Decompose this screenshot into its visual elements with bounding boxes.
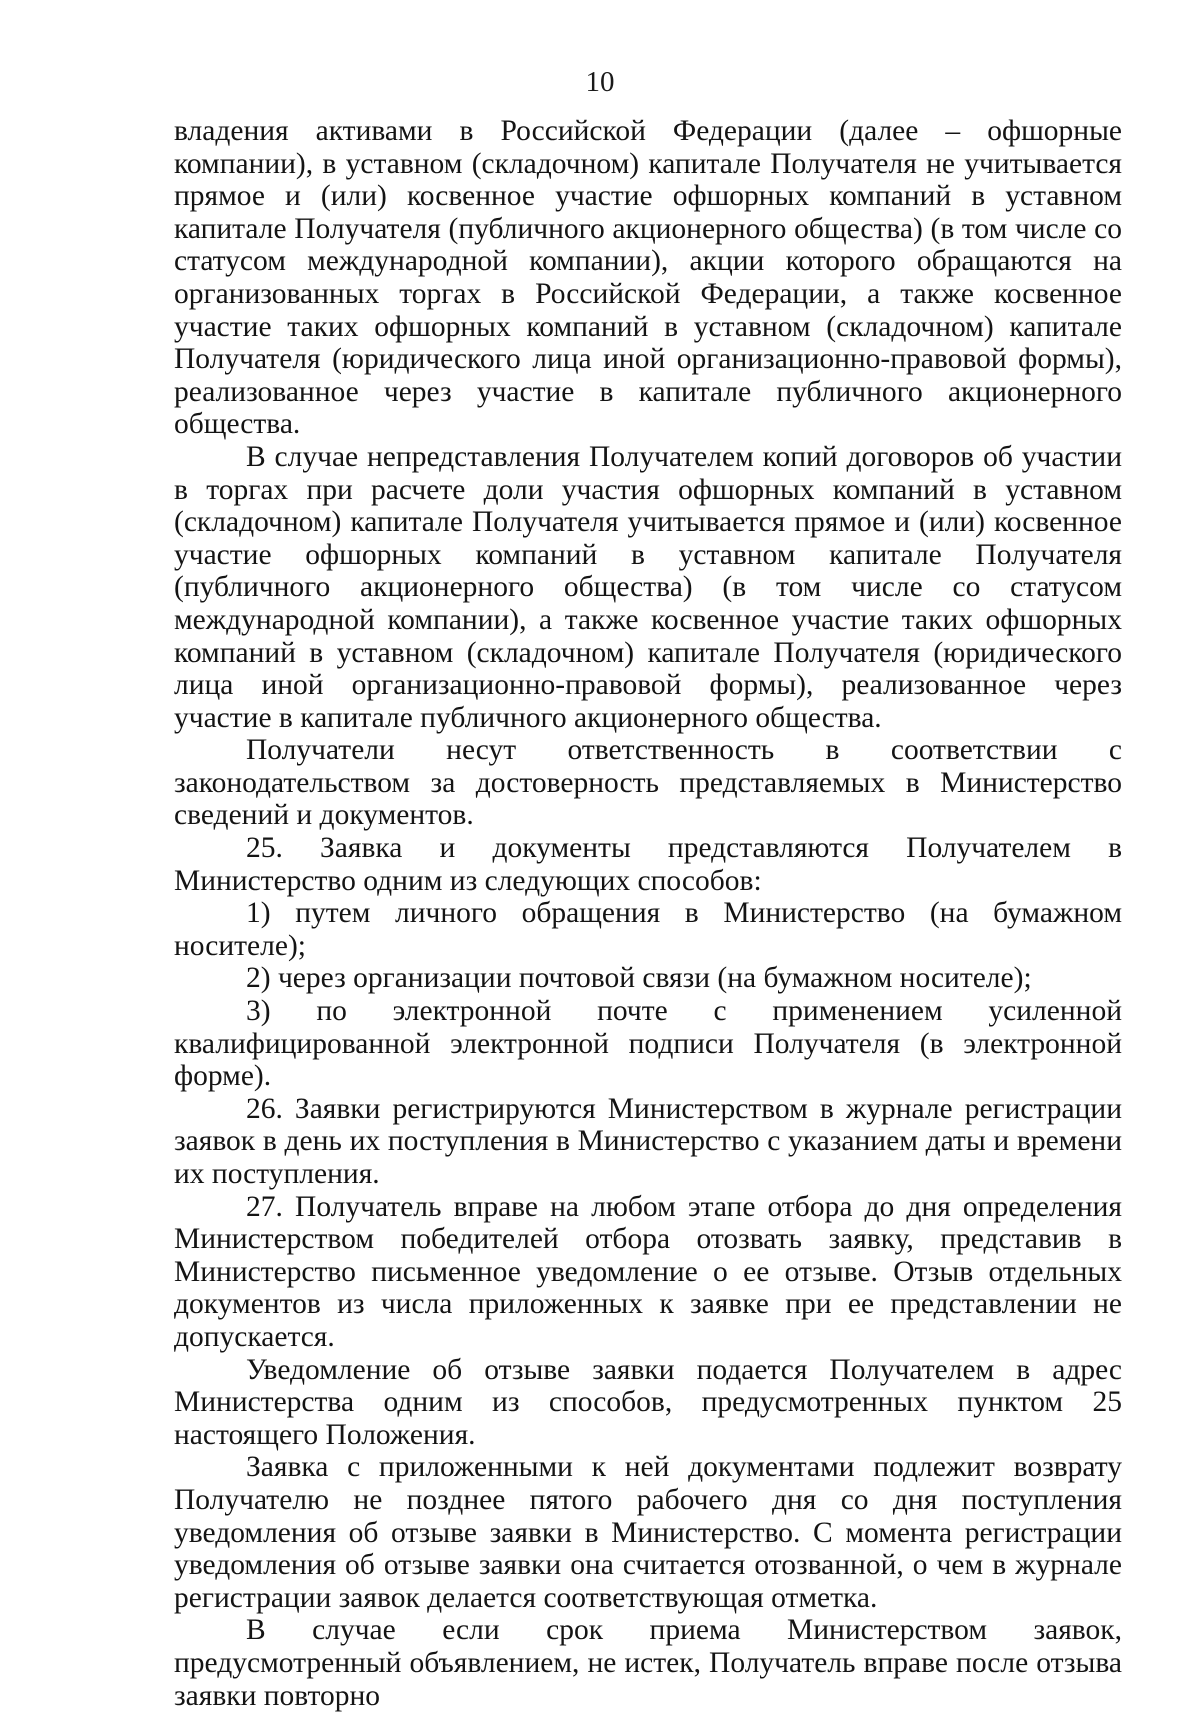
document-body xyxy=(174,115,1122,1712)
clause-25: 25. Заявка и документы представляются Получателем в Министерство одним из следующих способов: xyxy=(174,832,1122,897)
page-number: 10 xyxy=(585,66,615,98)
paragraph-continuation: владения активами в Российской Федерации (далее – офшорные компании), в уставном (складочном) капитале Получателя не учитывается прямое и (или) косвенное участие офшорных компаний в уставном капитале Получателя (публичного акционерного общества) (в том числе со статусом международной компании), акции которого обращаются на организованных торгах в Российской Федерации, а также косвенное участие таких офшорных компаний в уставном (складочном) капитале Получателя (юридического лица иной организационно-правовой формы), реализованное через участие в капитале публичного акционерного общества. xyxy=(174,115,1122,441)
clause-25-item-2: 2) через организации почтовой связи (на бумажном носителе); xyxy=(246,962,1032,995)
paragraph-application-return: Заявка с приложенными к ней документами подлежит возврату Получателю не позднее пятого рабочего дня со дня поступления уведомления об отзыве заявки в Министерство. С момента регистрации уведомления об отзыве заявки она считается отозванной, о чем в журнале регистрации заявок делается соответствующая отметка. xyxy=(174,1451,1122,1614)
clause-25-item-1: 1) путем личного обращения в Министерство (на бумажном носителе); xyxy=(174,897,1122,962)
clause-26: 26. Заявки регистрируются Министерством в журнале регистрации заявок в день их поступления в Министерство с указанием даты и времени их поступления. xyxy=(174,1092,1122,1190)
paragraph-offshore-calculation: В случае непредставления Получателем копий договоров об участии в торгах при расчете доли участия офшорных компаний в уставном (складочном) капитале Получателя учитывается прямое и (или) косвенное участие офшорных компаний в уставном капитале Получателя (публичного акционерного общества) (в том числе со статусом международной компании), а также косвенное участие таких офшорных компаний в уставном (складочном) капитале Получателя (юридического лица иной организационно-правовой формы), реализованное через участие в капитале публичного акционерного общества. xyxy=(174,440,1122,734)
paragraph-withdrawal-notice: Уведомление об отзыве заявки подается Получателем в адрес Министерства одним из способов, предусмотренных пунктом 25 настоящего Положения. xyxy=(174,1353,1122,1451)
paragraph-resubmission: В случае если срок приема Министерством заявок, предусмотренный объявлением, не истек, Получатель вправе после отзыва заявки повторно xyxy=(174,1614,1122,1712)
clause-27: 27. Получатель вправе на любом этапе отбора до дня определения Министерством победителей отбора отозвать заявку, представив в Министерство письменное уведомление о ее отзыве. Отзыв отдельных документов из числа приложенных к заявке при ее представлении не допускается. xyxy=(174,1190,1122,1353)
paragraph-responsibility: Получатели несут ответственность в соответствии с законодательством за достоверность представляемых в Министерство сведений и документов. xyxy=(174,734,1122,832)
clause-25-item-3: 3) по электронной почте с применением усиленной квалифицированной электронной подписи Получателя (в электронной форме). xyxy=(174,995,1122,1093)
